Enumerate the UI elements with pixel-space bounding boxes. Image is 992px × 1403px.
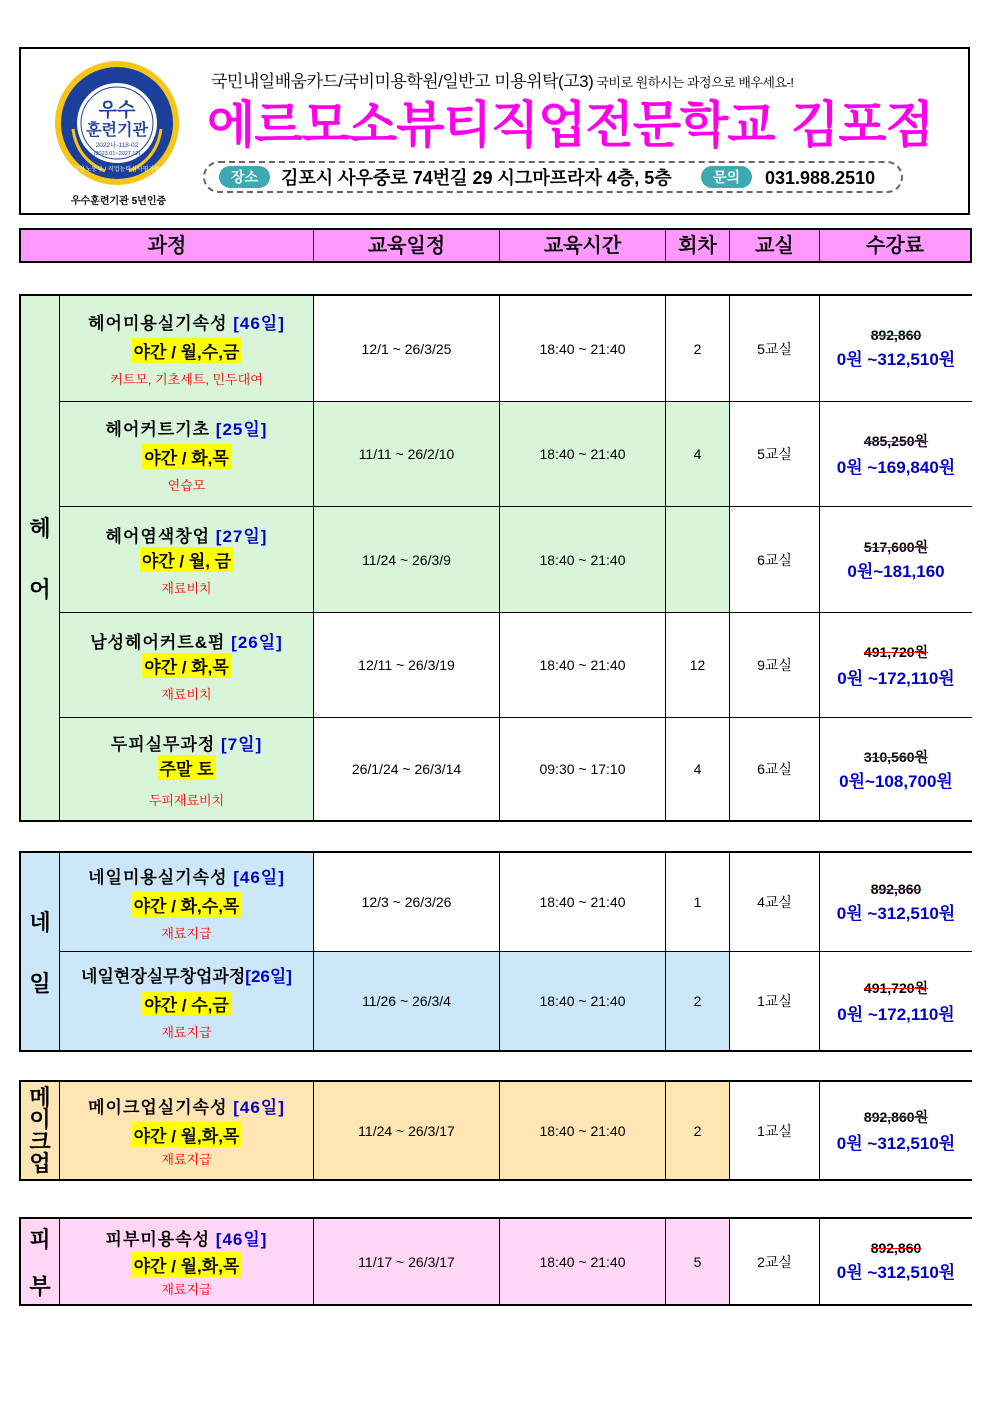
fee-original: 491,720원 (863, 643, 929, 660)
course-note: 재료비치 (161, 581, 212, 596)
course-name: 헤어염색창업 [27일] (105, 527, 268, 546)
column-header-course: 과정 (21, 230, 314, 261)
seal-caption: 우수훈련기관 5년인증 (70, 196, 167, 207)
category-label-makeup: 메 이 크 업 (21, 1082, 60, 1179)
room-cell: 4교실 (730, 853, 820, 951)
school-name: 에르모소뷰티직업전문학교 김포점 (207, 96, 933, 154)
course-note: 재료지급 (161, 1024, 212, 1040)
fee-cell (820, 507, 972, 612)
room-cell: 2교실 (730, 1219, 820, 1304)
course-schedule: 야간 / 월,수,금 (132, 338, 242, 363)
table-row[interactable] (60, 507, 972, 613)
period-cell: 12/3 ~ 26/3/26 (314, 853, 500, 951)
school-header (19, 47, 970, 215)
fee-cell (820, 402, 972, 506)
fee-cell (820, 952, 972, 1050)
time-cell: 09:30 ~ 17:10 (500, 718, 666, 820)
column-header-room: 교실 (730, 230, 820, 261)
fee-original: 892,860 (870, 327, 922, 343)
course-name: 네일현장실무창업과정[26일] (81, 966, 292, 986)
period-cell: 11/11 ~ 26/2/10 (314, 402, 500, 506)
table-header (19, 228, 972, 263)
room-cell: 5교실 (730, 402, 820, 506)
fee-cell (820, 1219, 972, 1304)
location-label: 장소 (219, 166, 270, 188)
seal-title-2: 훈련기관 (86, 122, 148, 139)
category-label-hair: 헤 어 (21, 296, 60, 820)
course-cell (60, 296, 314, 401)
fee-original: 892,860 (870, 880, 922, 897)
table-row[interactable] (60, 952, 972, 1050)
course-name: 메이크업실기속성 [46일] (88, 1098, 285, 1117)
course-note: 재료지급 (161, 1152, 212, 1167)
fee-range: 0원 ~172,110원 (837, 668, 955, 688)
course-schedule: 야간 / 월,화,목 (132, 1122, 242, 1147)
column-header-count: 회차 (666, 230, 730, 261)
count-cell: 4 (666, 718, 730, 820)
fee-range: 0원 ~312,510원 (836, 903, 956, 923)
course-cell (60, 1082, 314, 1179)
fee-range: 0원 ~312,510원 (836, 350, 956, 369)
fee-original: 892,860 (870, 1240, 922, 1256)
table-row[interactable] (60, 1082, 972, 1179)
time-cell: 18:40 ~ 21:40 (500, 1082, 666, 1179)
column-header-period: 교육일정 (314, 230, 500, 261)
fee-original: 491,720원 (863, 979, 929, 996)
course-schedule: 야간 / 수,금 (142, 991, 231, 1016)
contact-label: 문의 (701, 166, 752, 188)
tagline-small: 국비로 원하시는 과정으로 배우세요-! (593, 75, 794, 90)
period-cell: 12/11 ~ 26/3/19 (314, 613, 500, 717)
tagline: 국민내일배움카드/국비미용학원/일반고 미용위탁(고3) 국비로 원하시는 과정으로 배우세요-! (211, 72, 794, 91)
seal-issuer: 고용노동부 / 직업능력심사평가원 (73, 167, 161, 173)
fee-range: 0원 ~172,110원 (837, 1004, 955, 1024)
course-schedule: 야간 / 화,목 (142, 444, 231, 469)
time-cell: 18:40 ~ 21:40 (500, 613, 666, 717)
course-note: 재료지급 (161, 925, 212, 941)
table-row[interactable] (60, 853, 972, 952)
count-cell: 5 (666, 1219, 730, 1304)
fee-cell (820, 613, 972, 717)
section-nail (19, 851, 972, 1052)
address: 김포시 사우중로 74번길 29 시그마프라자 4층, 5층 (281, 168, 672, 188)
seal-period: (2023.01~2027.12) (93, 151, 141, 157)
course-note: 재료지급 (161, 1282, 212, 1297)
room-cell: 6교실 (730, 718, 820, 820)
course-schedule: 야간 / 월, 금 (140, 547, 233, 572)
course-note: 커트모, 기초세트, 민두대여 (110, 372, 263, 387)
course-cell (60, 952, 314, 1050)
course-note: 두피재료비치 (148, 792, 225, 808)
count-cell: 2 (666, 952, 730, 1050)
room-cell: 1교실 (730, 1082, 820, 1179)
course-name: 두피실무과정 [7일] (110, 734, 263, 754)
course-cell (60, 507, 314, 612)
count-cell: 2 (666, 1082, 730, 1179)
count-cell (666, 507, 730, 612)
fee-cell (820, 296, 972, 401)
time-cell: 18:40 ~ 21:40 (500, 853, 666, 951)
time-cell: 18:40 ~ 21:40 (500, 402, 666, 506)
period-cell: 26/1/24 ~ 26/3/14 (314, 718, 500, 820)
contact-bar (203, 161, 903, 193)
table-row[interactable] (60, 1219, 972, 1304)
seal-title-1: 우수 (98, 100, 136, 121)
fee-original: 310,560원 (863, 748, 929, 765)
fee-original: 892,860원 (863, 1109, 929, 1125)
course-cell (60, 402, 314, 506)
course-name: 피부미용속성 [46일] (105, 1230, 268, 1249)
period-cell: 11/17 ~ 26/3/17 (314, 1219, 500, 1304)
course-schedule: 야간 / 화,목 (142, 653, 231, 678)
course-note: 연습모 (167, 477, 206, 493)
fee-cell (820, 1082, 972, 1179)
period-cell: 12/1 ~ 26/3/25 (314, 296, 500, 401)
table-row[interactable] (60, 402, 972, 507)
course-cell (60, 718, 314, 820)
room-cell: 5교실 (730, 296, 820, 401)
category-label-skin: 피 부 (21, 1219, 60, 1304)
course-schedule: 야간 / 화,수,목 (132, 892, 242, 917)
count-cell: 12 (666, 613, 730, 717)
time-cell: 18:40 ~ 21:40 (500, 952, 666, 1050)
section-makeup (19, 1080, 972, 1181)
fee-cell (820, 718, 972, 820)
category-label-nail: 네 일 (21, 853, 60, 1050)
column-header-fee: 수강료 (866, 233, 924, 257)
count-cell: 2 (666, 296, 730, 401)
time-cell: 18:40 ~ 21:40 (500, 507, 666, 612)
room-cell: 1교실 (730, 952, 820, 1050)
fee-original: 517,600원 (863, 539, 929, 555)
section-hair (19, 294, 972, 822)
table-row[interactable] (60, 718, 972, 820)
period-cell: 11/24 ~ 26/3/17 (314, 1082, 500, 1179)
course-cell (60, 853, 314, 951)
fee-original: 485,250원 (863, 432, 929, 449)
fee-range: 0원 ~169,840원 (836, 457, 956, 477)
excellent-training-seal-icon (53, 59, 181, 187)
course-name: 네일미용실기속성 [46일] (88, 867, 285, 887)
period-cell: 11/26 ~ 26/3/4 (314, 952, 500, 1050)
table-row[interactable] (60, 296, 972, 402)
course-name: 헤어미용실기속성 [46일] (88, 314, 285, 333)
time-cell: 18:40 ~ 21:40 (500, 1219, 666, 1304)
time-cell: 18:40 ~ 21:40 (500, 296, 666, 401)
course-cell (60, 1219, 314, 1304)
fee-cell (820, 853, 972, 951)
period-cell: 11/24 ~ 26/3/9 (314, 507, 500, 612)
count-cell: 4 (666, 402, 730, 506)
fee-range: 0원~108,700원 (839, 771, 953, 791)
count-cell: 1 (666, 853, 730, 951)
course-note: 재료비치 (161, 686, 212, 702)
course-schedule: 야간 / 월,화,목 (132, 1252, 242, 1277)
column-header-time: 교육시간 (500, 230, 666, 261)
course-schedule: 주말 토 (158, 755, 216, 780)
fee-range: 0원~181,160 (847, 562, 945, 581)
fee-range: 0원 ~312,510원 (836, 1263, 956, 1282)
table-row[interactable] (60, 613, 972, 718)
course-cell (60, 613, 314, 717)
room-cell: 9교실 (730, 613, 820, 717)
seal-code: 2022나-118-02 (95, 142, 139, 149)
section-skin (19, 1217, 972, 1306)
course-name: 헤어커트기초 [25일] (105, 419, 268, 439)
fee-range: 0원 ~312,510원 (836, 1134, 956, 1153)
course-name: 남성헤어커트&펌 [26일] (90, 632, 283, 652)
room-cell: 6교실 (730, 507, 820, 612)
phone-number[interactable]: 031.988.2510 (765, 168, 876, 188)
